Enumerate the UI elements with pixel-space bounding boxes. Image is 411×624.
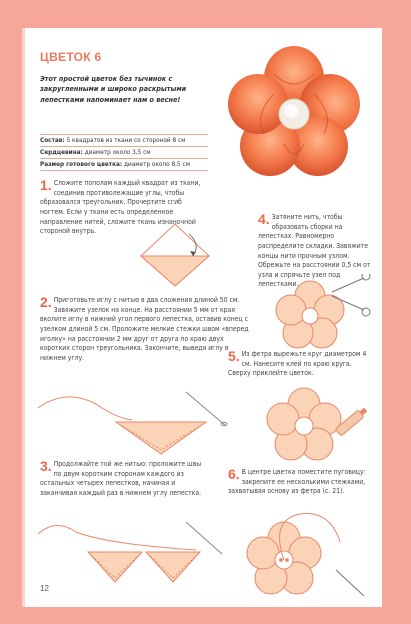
step-number: 1. bbox=[40, 177, 52, 193]
glue-felt-illustration bbox=[260, 382, 372, 464]
book-page bbox=[22, 28, 382, 607]
step-text: В центре цветка поместите пуговицу: закрепите ее несколькими стежками, захватывая основу из фетра (с. 21). bbox=[228, 468, 366, 496]
multiple-petals-stitch-illustration bbox=[36, 514, 226, 586]
spec-label: Состав: bbox=[40, 136, 65, 144]
button-center-illustration bbox=[240, 512, 370, 604]
page-title: ЦВЕТОК 6 bbox=[40, 50, 102, 64]
step-number: 3. bbox=[40, 458, 52, 474]
running-stitch-illustration bbox=[36, 378, 236, 458]
gathered-flower-illustration bbox=[260, 274, 372, 350]
spec-value: диаметр около 3,5 см bbox=[84, 148, 151, 156]
step-6 bbox=[228, 468, 374, 497]
step-number: 6. bbox=[228, 466, 240, 482]
spec-label: Сердцевина: bbox=[40, 148, 83, 156]
spec-value: 5 квадратов из ткани со стороной 8 см bbox=[66, 136, 186, 144]
finished-flower-photo bbox=[222, 42, 372, 182]
step-text: Приготовьте иглу с нитью в два сложения длиной 50 см. Завяжите узелок на конце. На расстоянии 5 мм от края вколите иглу в нижний угол первого лепестка, оставив конец с узелком длиной 5 см. Проложите мелкие стежки швом «вперед иголку» на расстоянии 2 мм друг от друга по краю двух коротких сторон треугольника. Закончите, выведя иглу в нижнем углу. bbox=[40, 296, 249, 362]
intro-text: Этот простой цветок без тычинок с закругленными и широко раскрытыми лепестками напоминает нам о весне! bbox=[40, 74, 187, 104]
step-5 bbox=[228, 350, 374, 379]
spec-core bbox=[40, 146, 208, 158]
spec-label: Размер готового цветка: bbox=[40, 160, 123, 168]
step-text: Из фетра вырежьте круг диаметром 4 см. Нанесите клей по краю круга. Сверху приклейте цветок. bbox=[228, 350, 367, 378]
fold-square-illustration bbox=[137, 220, 213, 290]
step-text: Затяните нить, чтобы образовать сборки на лепестках. Равномерно распределите складки. Завяжите концы нити прочным узлом. Обрежьте на расстоянии 0,5 см от узла и спрячьте узел под лепестками. bbox=[258, 213, 371, 289]
step-2 bbox=[40, 296, 252, 363]
step-text: Сложите пополам каждый квадрат из ткани, соединив противолежащие углы, чтобы образовался треугольник. Прочертите сгиб ногтем. Если у ткани есть определенное направление нитей, сложите ткань изнаночной стороной внутрь. bbox=[40, 179, 201, 236]
step-number: 4. bbox=[258, 211, 270, 227]
spec-composition bbox=[40, 134, 208, 146]
step-3 bbox=[40, 460, 208, 499]
spec-value: диаметр около 8,5 см bbox=[123, 160, 190, 168]
step-number: 5. bbox=[228, 348, 240, 364]
step-number: 2. bbox=[40, 294, 52, 310]
spec-size bbox=[40, 158, 208, 171]
step-text: Продолжайте той же нитью: проложите швы по двум коротким сторонам каждого из остальных четырех лепестков, начиная и заканчивая каждый раз в нижнем углу лепестка. bbox=[40, 460, 202, 497]
page-number: 12 bbox=[40, 584, 49, 593]
